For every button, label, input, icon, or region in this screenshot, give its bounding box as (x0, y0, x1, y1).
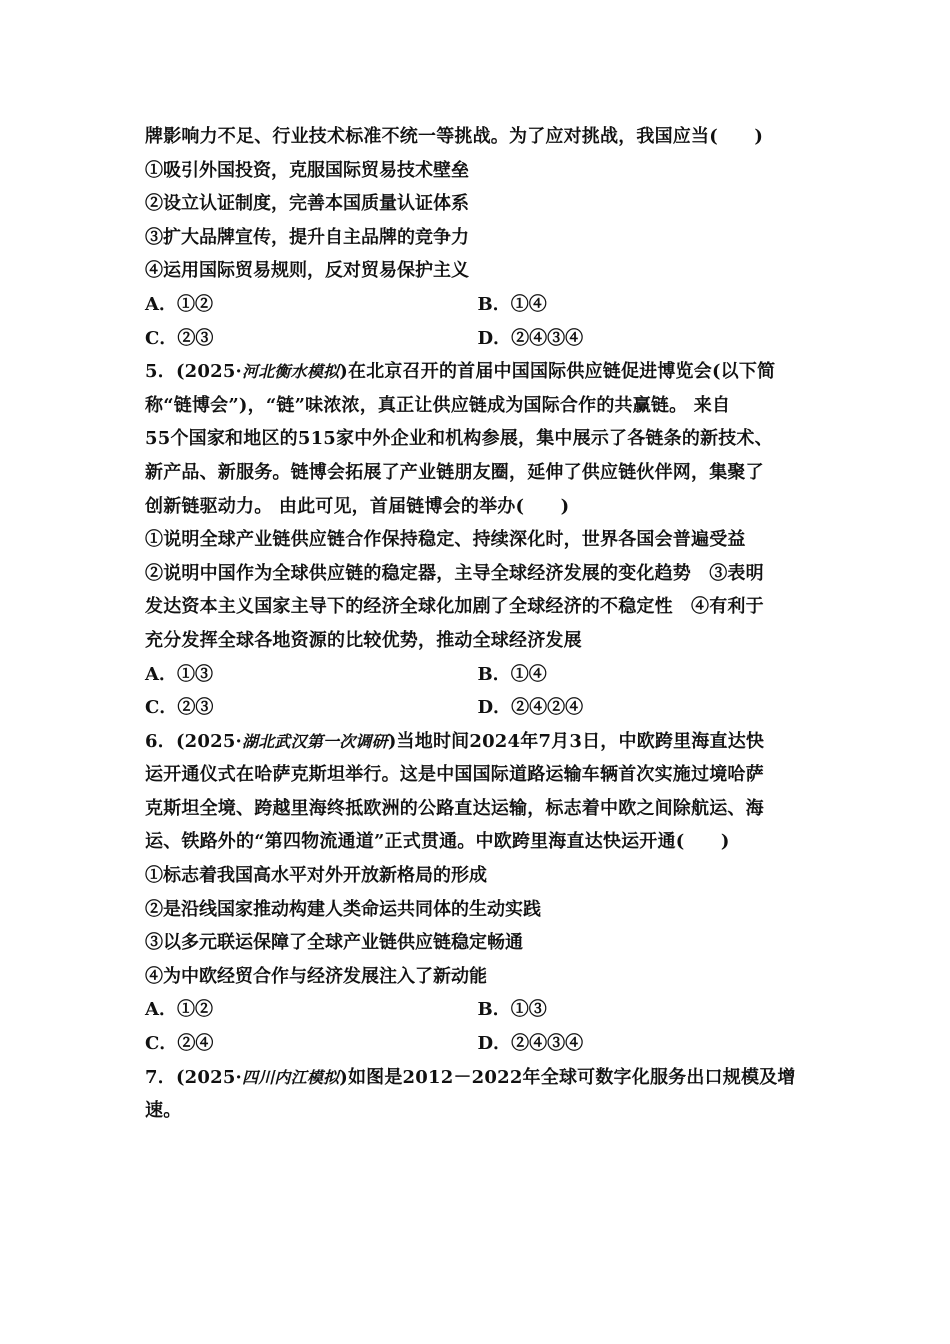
q5-stem-line-4: 新产品、新服务。链博会拓展了产业链朋友圈，延伸了供应链伙伴网，集聚了 (145, 461, 764, 483)
q6-number: 6． (145, 730, 176, 752)
q4-option-2: ②设立认证制度，完善本国质量认证体系 (145, 193, 469, 215)
q5-source-open: (2025· (175, 361, 243, 383)
q5-stem-line-5: 创新链驱动力。 由此可见，首届链博会的举办( ) (145, 495, 570, 517)
q5-choice-b: B．①④ (477, 663, 547, 685)
q5-options-line-2: ②说明中国作为全球供应链的稳定器，主导全球经济发展的变化趋势 ③表明 (145, 562, 764, 584)
q6-choice-b: B．①③ (477, 999, 547, 1021)
q4-choice-b: B．①④ (477, 293, 547, 315)
q4-option-1: ①吸引外国投资，克服国际贸易技术壁垒 (145, 159, 469, 181)
q6-choice-a: A．①② (145, 999, 213, 1021)
q4-choice-c: C．②③ (145, 327, 214, 349)
q6-option-1: ①标志着我国高水平对外开放新格局的形成 (145, 865, 487, 887)
q4-stem-tail: 牌影响力不足、行业技术标准不统一等挑战。为了应对挑战，我国应当( ) (145, 126, 764, 147)
q6-choice-c: C．②④ (145, 1033, 214, 1055)
q5-stem-line-2: 称“链博会”)，“链”味浓浓，真正让供应链成为国际合作的共赢链。 来自 (145, 394, 731, 416)
q6-choices-row-2 (145, 1027, 810, 1061)
q5-choice-a: A．①③ (145, 663, 213, 685)
q5-options-line-3: 发达资本主义国家主导下的经济全球化加剧了全球经济的不稳定性 ④有利于 (145, 596, 764, 618)
q5-choice-c: C．②③ (145, 697, 214, 719)
q5-options-line-1: ①说明全球产业链供应链合作保持稳定、持续深化时，世界各国会普遍受益 (145, 529, 746, 551)
q5-number: 5． (145, 361, 176, 383)
q5-choices-row-1 (145, 658, 810, 692)
q6-stem-line-3: 克斯坦全境、跨越里海终抵欧洲的公路直达运输，标志着中欧之间除航运、海 (145, 797, 764, 819)
q6-option-2: ②是沿线国家推动构建人类命运共同体的生动实践 (145, 898, 541, 920)
q4-choice-a: A．①② (145, 293, 213, 315)
q7-stem-text-1: )如图是2012－2022年全球可数字化服务出口规模及增 (339, 1066, 796, 1088)
q6-option-4: ④为中欧经贸合作与经济发展注入了新动能 (145, 965, 487, 987)
q5-stem-line-1 (145, 355, 810, 389)
q4-choices-row-1 (145, 288, 810, 322)
q4-choice-d: D．②④③④ (477, 327, 584, 349)
q6-source-open: (2025· (175, 730, 243, 752)
q7-stem-line-1 (145, 1061, 810, 1095)
document-page (145, 120, 810, 1128)
q5-choice-d: D．②④②④ (477, 697, 584, 719)
q7-stem-line-2: 速。 (145, 1100, 182, 1122)
q7-source-open: (2025· (175, 1066, 243, 1088)
q6-stem-line-2: 运开通仪式在哈萨克斯坦举行。这是中国国际道路运输车辆首次实施过境哈萨 (145, 764, 764, 786)
q7-number: 7． (145, 1066, 176, 1088)
q6-stem-text-1: )当地时间2024年7月3日，中欧跨里海直达快 (387, 730, 765, 752)
q6-stem-line-1 (145, 725, 810, 759)
q5-options-line-4: 充分发挥全球各地资源的比较优势，推动全球经济发展 (145, 629, 582, 651)
q5-source: 河北衡水模拟 (242, 362, 340, 382)
q5-stem-text-1: )在北京召开的首届中国国际供应链促进博览会(以下简 (339, 361, 776, 383)
q6-option-3: ③以多元联运保障了全球产业链供应链稳定畅通 (145, 932, 523, 954)
q7-source: 四川内江模拟 (242, 1067, 340, 1087)
q6-choice-d: D．②④③④ (477, 1033, 584, 1055)
q6-choices-row-1 (145, 993, 810, 1027)
q6-stem-line-4: 运、铁路外的“第四物流通道”正式贯通。中欧跨里海直达快运开通( ) (145, 831, 730, 853)
q4-option-3: ③扩大品牌宣传，提升自主品牌的竞争力 (145, 226, 469, 248)
q4-option-4: ④运用国际贸易规则，反对贸易保护主义 (145, 260, 469, 282)
q5-stem-line-3: 55个国家和地区的515家中外企业和机构参展，集中展示了各链条的新技术、 (145, 428, 773, 450)
q4-choices-row-2 (145, 322, 810, 356)
q5-choices-row-2 (145, 691, 810, 725)
q6-source: 湖北武汉第一次调研 (242, 731, 388, 751)
